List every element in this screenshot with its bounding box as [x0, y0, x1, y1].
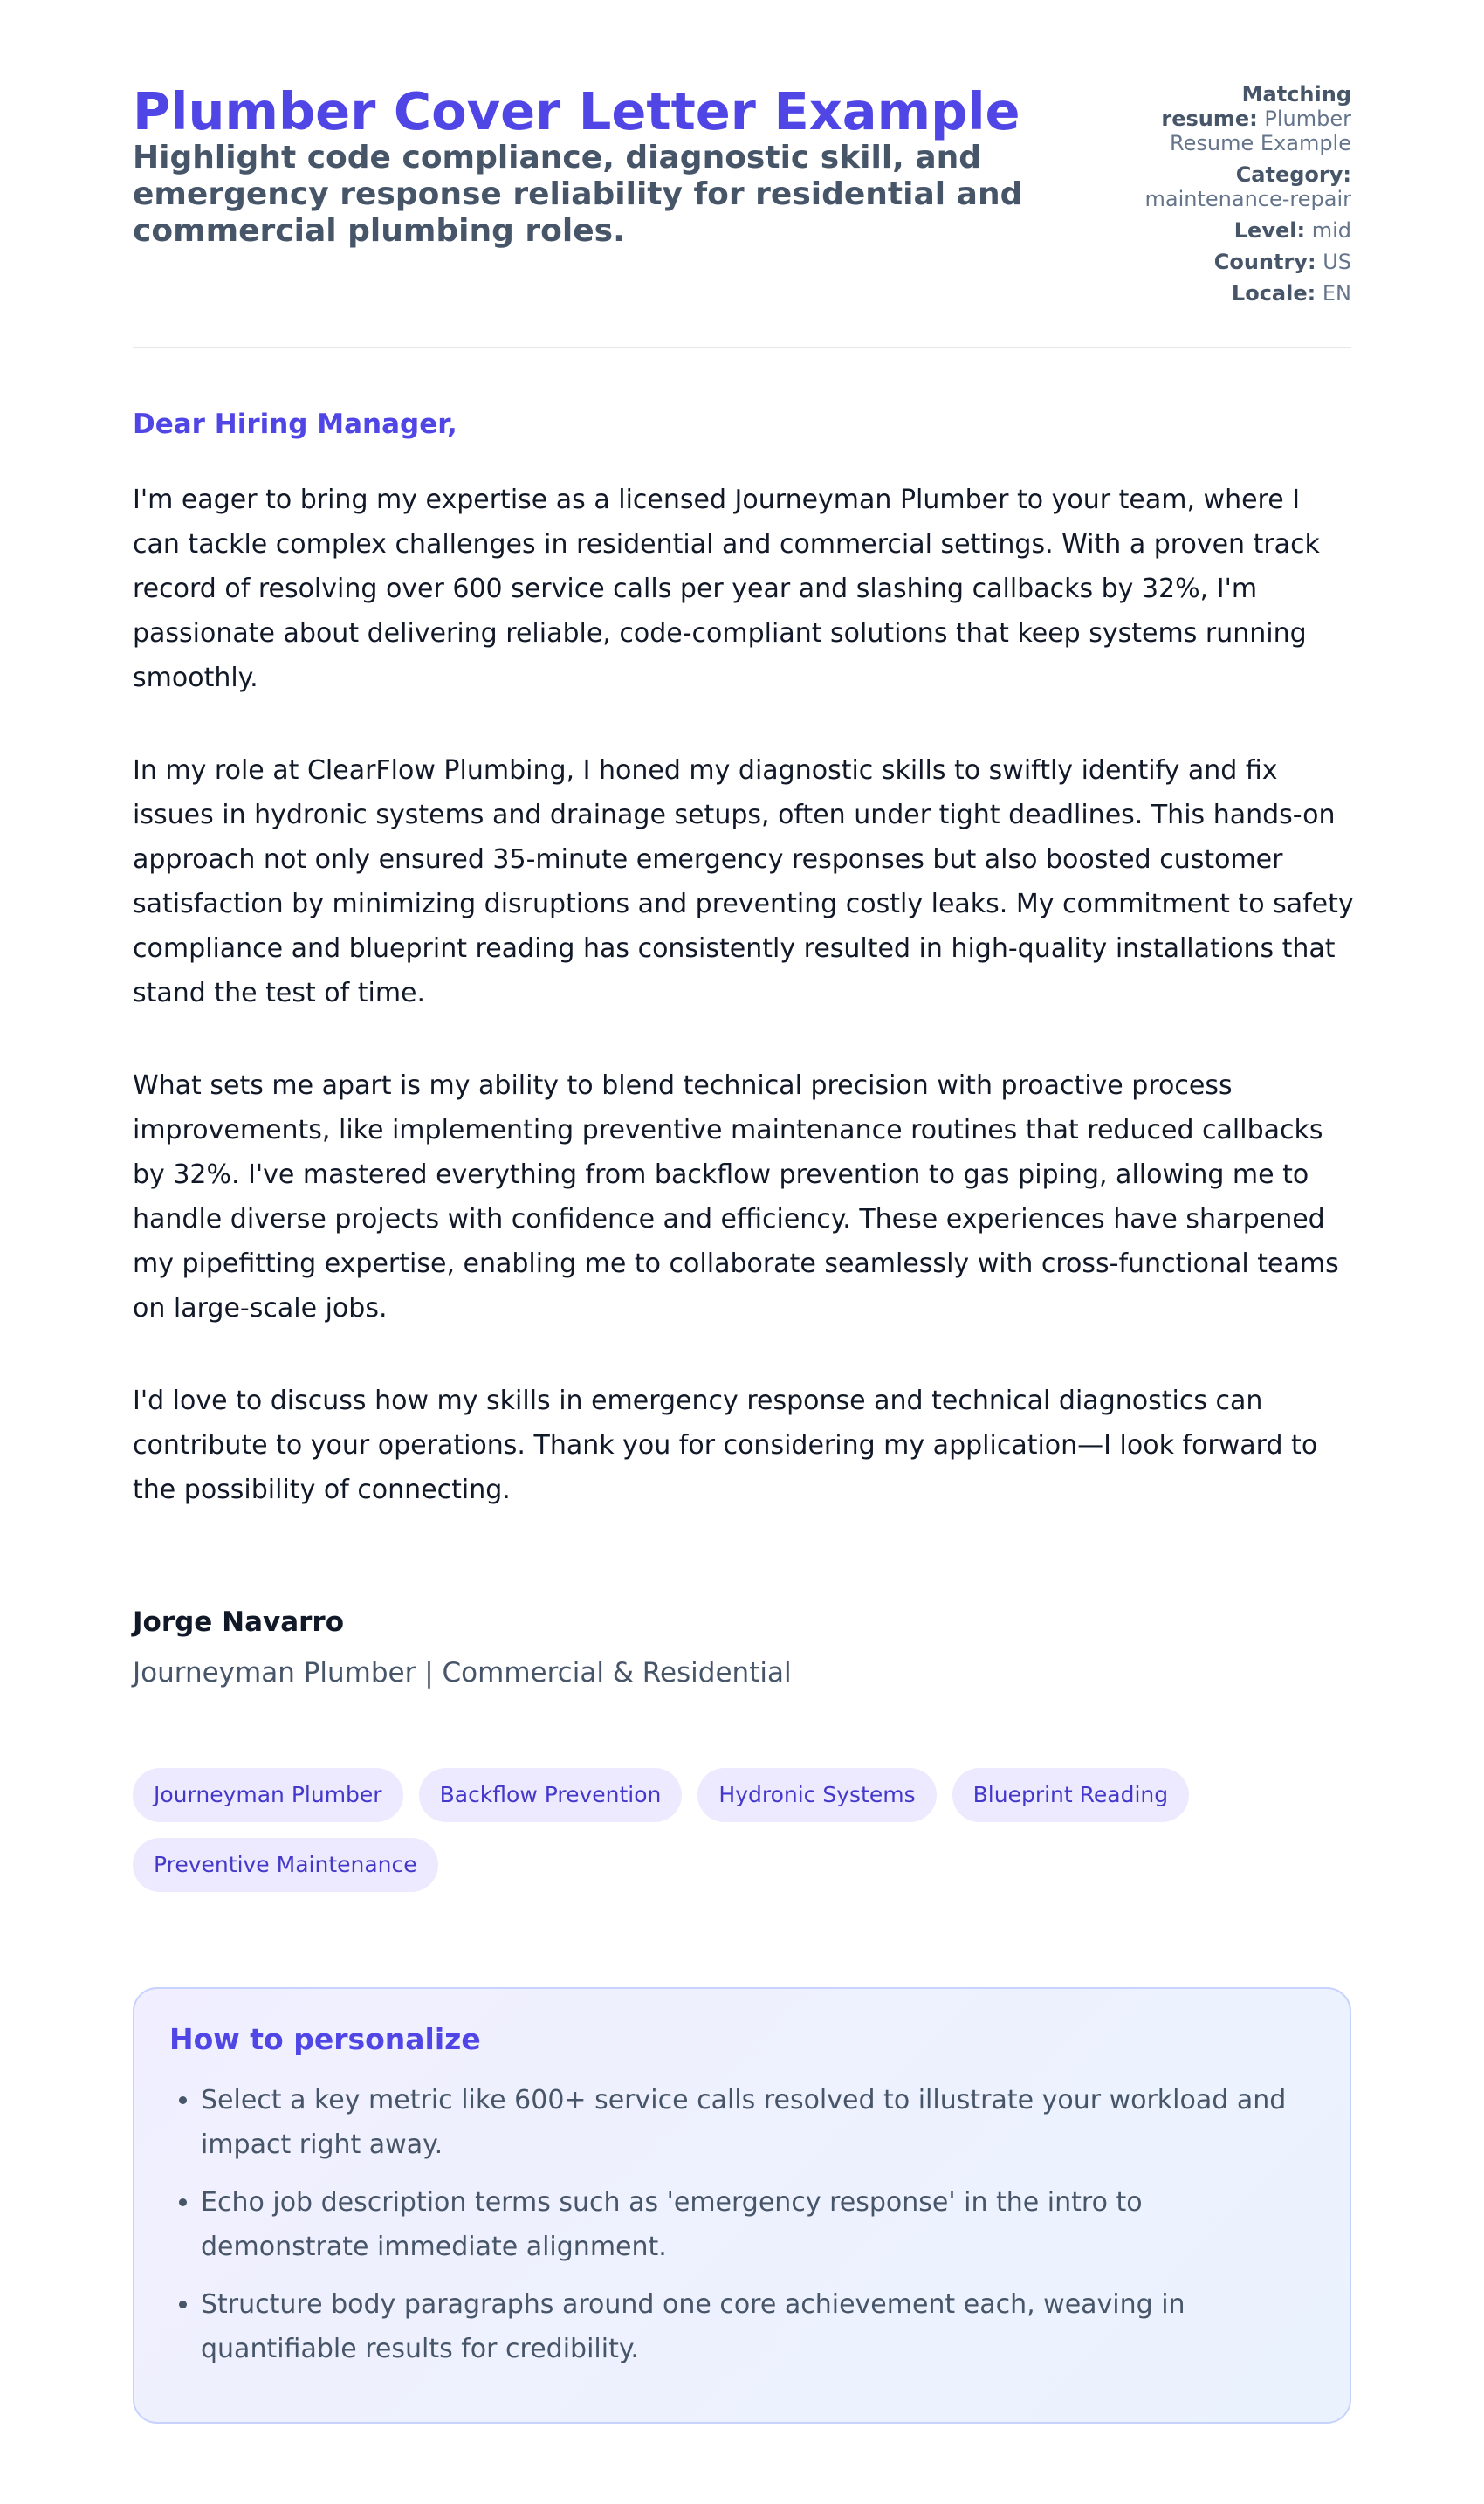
skill-tag: Journeyman Plumber: [133, 1768, 403, 1822]
letter-greeting: Dear Hiring Manager,: [133, 409, 457, 440]
meta-country: [1142, 250, 1351, 274]
personalize-tips-list: [169, 2078, 1315, 2371]
letter-paragraph: What sets me apart is my ability to blend technical precision with proactive process improvements, like implementing preventive maintenance routines that reduced callbacks by 32%. I've mastered everything from backflow prevention to gas piping, allowing me to handle diverse projects with confidence and efficiency. These experiences have sharpened my pipefitting expertise, enabling me to collaborate seamlessly with cross-functional teams on large-scale jobs.: [133, 1070, 1339, 1324]
signature-title: Journeyman Plumber | Commercial & Residential: [133, 1657, 792, 1689]
meta-matching-resume-value: Plumber Resume Example: [1170, 107, 1351, 155]
letter-paragraph: In my role at ClearFlow Plumbing, I honed my diagnostic skills to swiftly identify and fix issues in hydronic systems and drainage setups, often under tight deadlines. This hands-on approach not only ensured 35-minute emergency responses but also boosted customer satisfaction by minimizing disruptions and preventing costly leaks. My commitment to safety compliance and blueprint reading has consistently resulted in high-quality installations that stand the test of time.: [133, 755, 1354, 1008]
personalize-tip: • Echo job description terms such as 'emergency response' in the intro to demonstrate immediate alignment.: [201, 2180, 1315, 2269]
personalize-tip: • Select a key metric like 600+ service calls resolved to illustrate your workload and impact right away.: [201, 2078, 1315, 2167]
meta-category-value: maintenance-repair: [1144, 187, 1351, 211]
skill-tag: Blueprint Reading: [952, 1768, 1190, 1822]
personalize-tip: • Structure body paragraphs around one core achievement each, weaving in quantifiable results for credibility.: [201, 2282, 1315, 2371]
metadata-panel: [1142, 82, 1351, 313]
skill-tag: Preventive Maintenance: [133, 1838, 438, 1892]
meta-matching-resume-label: Matching resume:: [1161, 82, 1351, 131]
meta-matching-resume: [1142, 82, 1351, 155]
skill-tag: Hydronic Systems: [697, 1768, 936, 1822]
page-subtitle: Highlight code compliance, diagnostic skill, and emergency response reliability for residential and commercial plumbing roles.: [133, 140, 1023, 249]
meta-level-value: mid: [1311, 218, 1351, 243]
personalize-heading: How to personalize: [169, 2022, 481, 2056]
meta-locale-label: Locale:: [1231, 281, 1316, 306]
meta-level-label: Level:: [1233, 218, 1306, 243]
meta-country-value: US: [1323, 250, 1351, 274]
page-header: [133, 0, 1351, 348]
meta-locale: [1142, 281, 1351, 306]
personalize-callout: [133, 1987, 1351, 2424]
skill-tag: Backflow Prevention: [419, 1768, 683, 1822]
letter-body: [133, 478, 1355, 1560]
letter-paragraph: I'm eager to bring my expertise as a licensed Journeyman Plumber to your team, where I can tackle complex challenges in residential and commercial settings. With a proven track record of resolving over 600 service calls per year and slashing callbacks by 32%, I'm passionate about delivering reliable, code-compliant solutions that keep systems running smoothly.: [133, 485, 1320, 693]
meta-country-label: Country:: [1213, 250, 1316, 274]
skill-tags: [133, 1768, 1355, 1892]
page-title: Plumber Cover Letter Example: [133, 81, 1020, 141]
meta-category: [1142, 162, 1351, 211]
letter-paragraph: I'd love to discuss how my skills in emergency response and technical diagnostics can contribute to your operations. Thank you for considering my application—I look forward to the possibility of connecting.: [133, 1386, 1318, 1505]
meta-locale-value: EN: [1322, 281, 1351, 306]
meta-category-label: Category:: [1235, 162, 1351, 187]
signature-name: Jorge Navarro: [133, 1606, 344, 1638]
meta-level: [1142, 218, 1351, 243]
